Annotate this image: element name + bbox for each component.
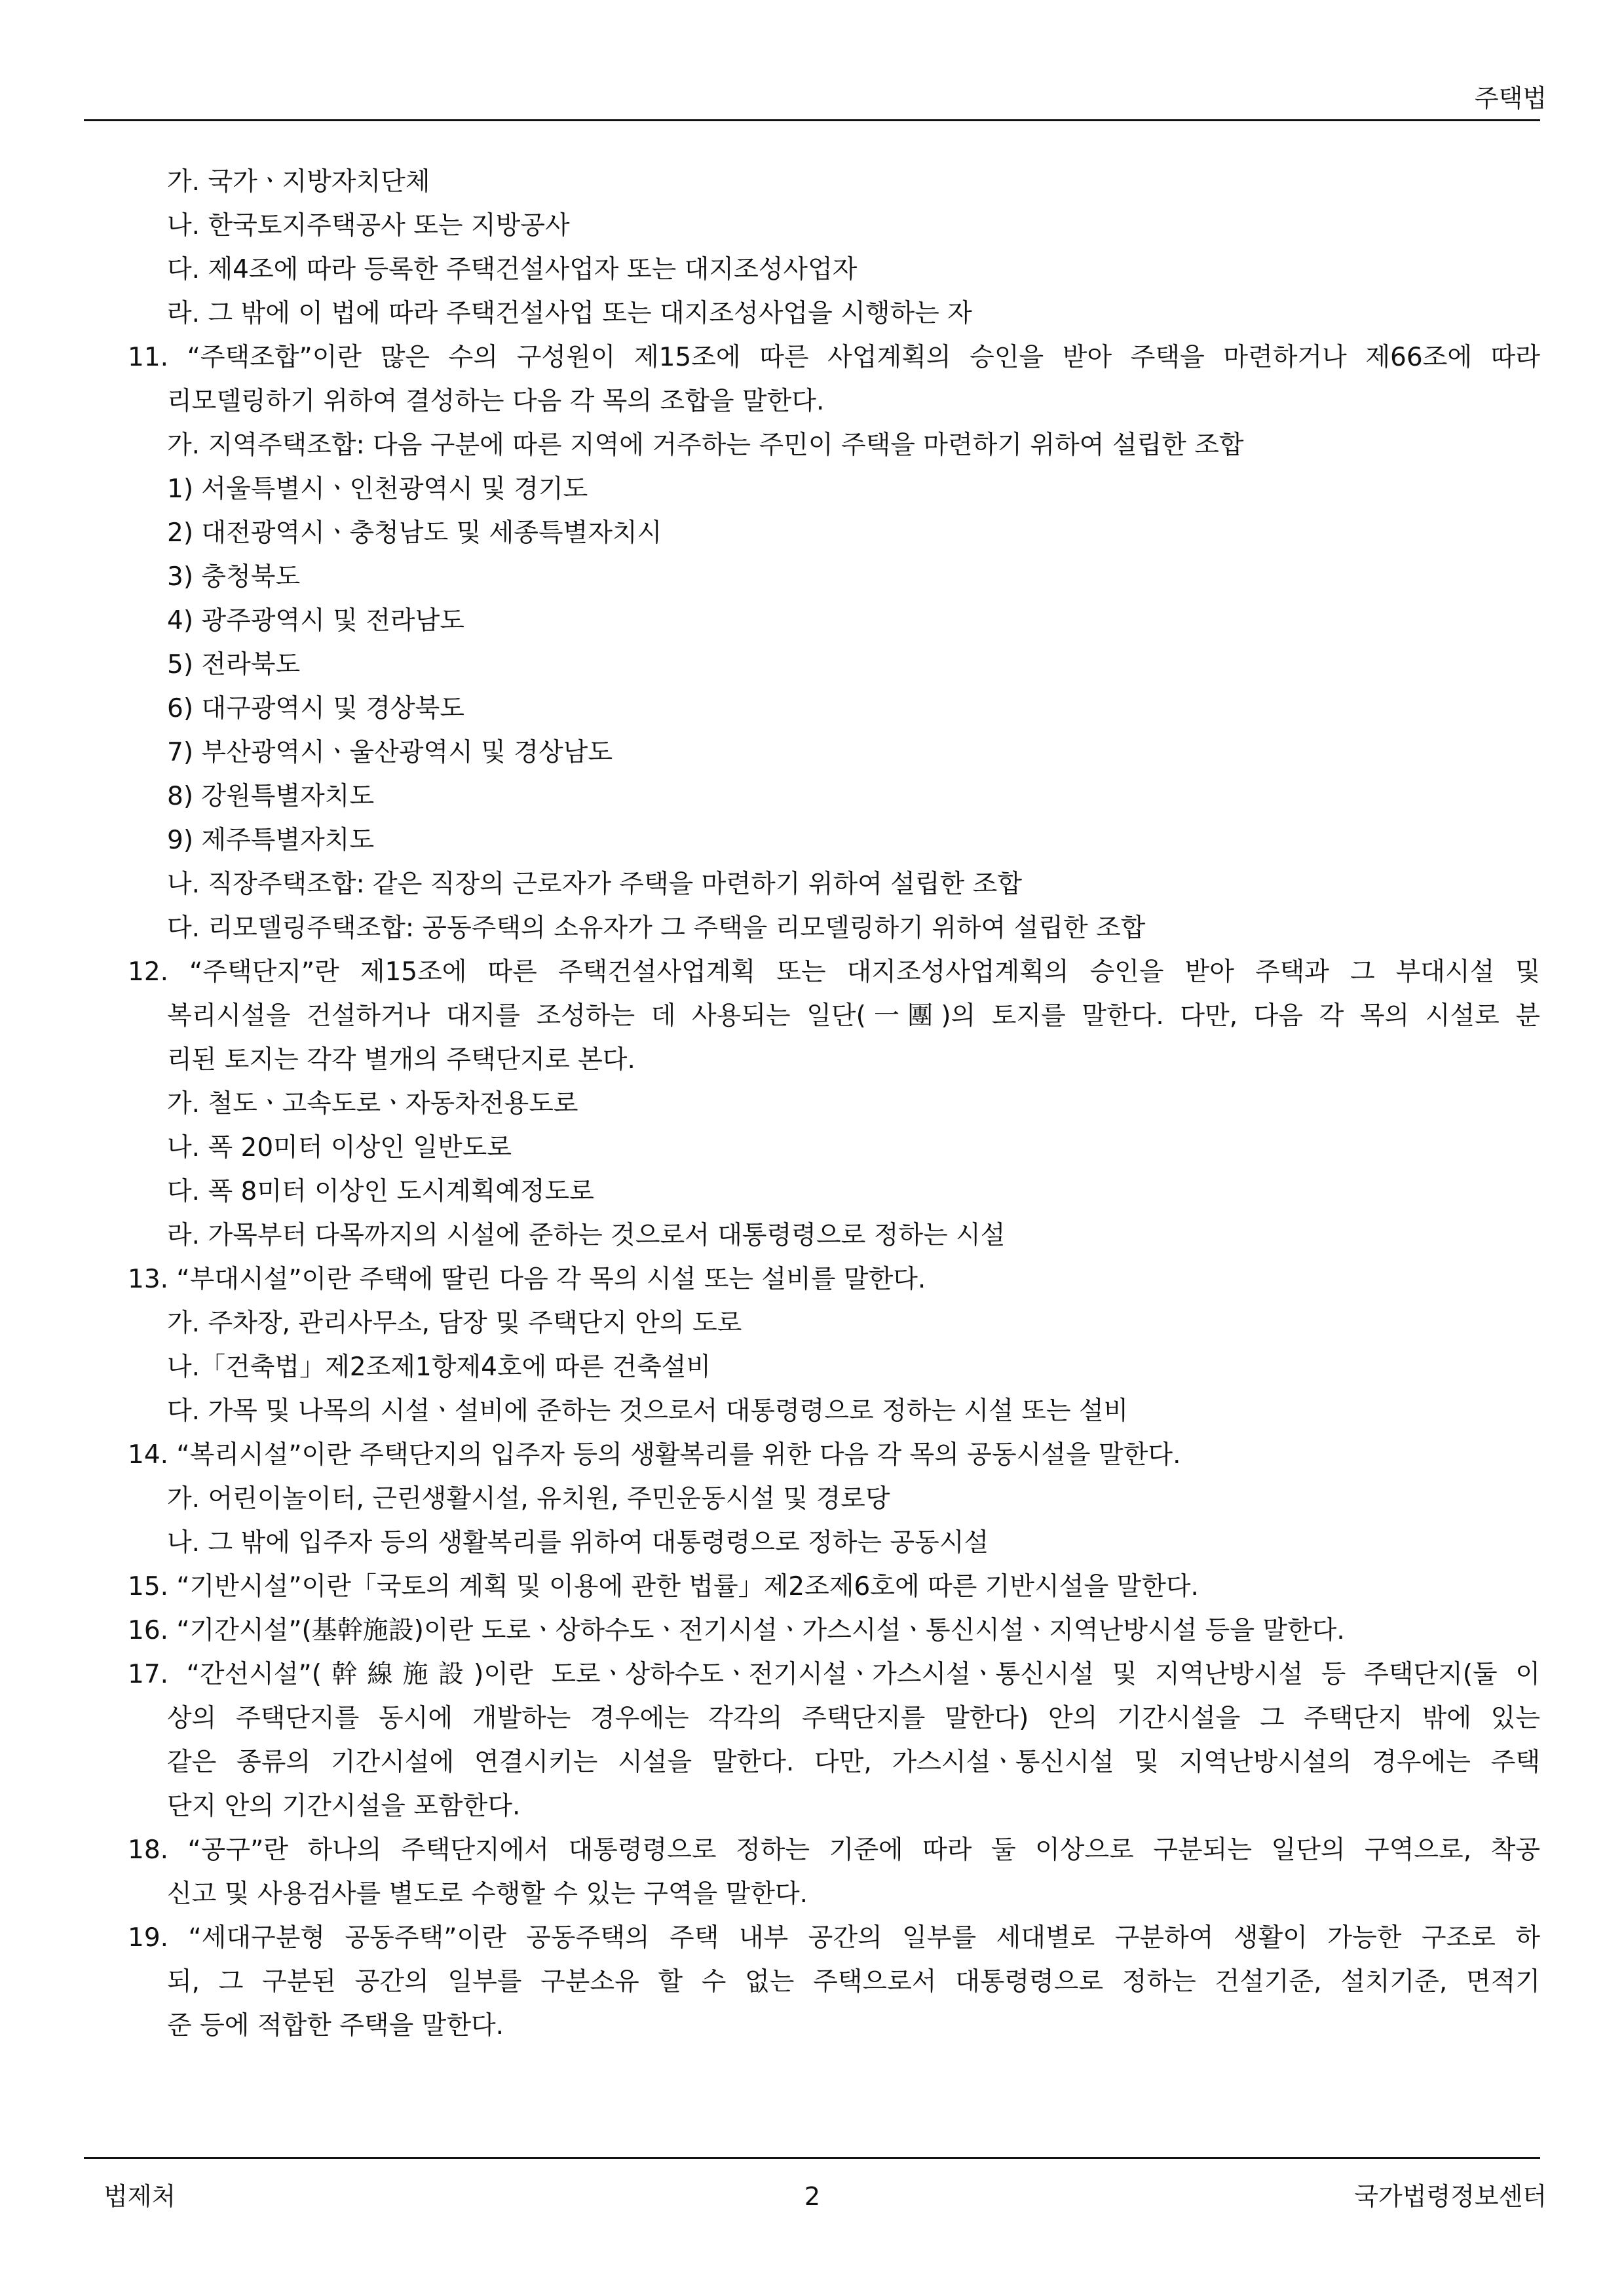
header-rule [84,119,1540,121]
text-line: 17. “간선시설”(幹線施設)이란 도로ㆍ상하수도ㆍ전기시설ㆍ가스시설ㆍ통신시설 및 지역난방시설 등 주택단지(둘 이 [128,1660,1540,1689]
text-line: 15. “기반시설”이란「국토의 계획 및 이용에 관한 법률」제2조제6호에 따른 기반시설을 말한다. [128,1572,1199,1601]
text-line: 18. “공구”란 하나의 주택단지에서 대통령령으로 정하는 기준에 따라 둘 이상으로 구분되는 일단의 구역으로, 착공 [128,1835,1540,1865]
text-line: 6) 대구광역시 및 경상북도 [167,694,464,723]
text-line: 1) 서울특별시ㆍ인천광역시 및 경기도 [167,474,588,504]
text-line: 다. 폭 8미터 이상인 도시계획예정도로 [167,1177,594,1206]
text-line: 5) 전라북도 [167,650,301,679]
text-line: 2) 대전광역시ㆍ충청남도 및 세종특별자치시 [167,518,662,548]
text-line: 13. “부대시설”이란 주택에 딸린 다음 각 목의 시설 또는 설비를 말한다. [128,1265,926,1294]
text-line: 다. 가목 및 나목의 시설ㆍ설비에 준하는 것으로서 대통령령으로 정하는 시설 또는 설비 [167,1396,1129,1426]
footer-source: 국가법령정보센터 [1354,2182,1547,2211]
text-line: 9) 제주특별자치도 [167,826,375,855]
text-line: 라. 그 밖에 이 법에 따라 주택건설사업 또는 대지조성사업을 시행하는 자 [167,299,972,328]
text-line: 리모델링하기 위하여 결성하는 다음 각 목의 조합을 말한다. [167,387,825,416]
text-line: 19. “세대구분형 공동주택”이란 공동주택의 주택 내부 공간의 일부를 세대별로 구분하여 생활이 가능한 구조로 하 [128,1923,1540,1953]
text-line: 라. 가목부터 다목까지의 시설에 준하는 것으로서 대통령령으로 정하는 시설 [167,1221,1006,1250]
text-line: 가. 지역주택조합: 다음 구분에 따른 지역에 거주하는 주민이 주택을 마련하기 위하여 설립한 조합 [167,430,1244,460]
text-line: 8) 강원특별자치도 [167,782,375,811]
text-line: 11. “주택조합”이란 많은 수의 구성원이 제15조에 따른 사업계획의 승인을 받아 주택을 마련하거나 제66조에 따라 [128,343,1540,372]
text-line: 리된 토지는 각각 별개의 주택단지로 본다. [167,1045,635,1075]
text-line: 12. “주택단지”란 제15조에 따른 주택건설사업계획 또는 대지조성사업계획의 승인을 받아 주택과 그 부대시설 및 [128,957,1540,987]
text-line: 가. 주차장, 관리사무소, 담장 및 주택단지 안의 도로 [167,1309,742,1338]
running-header-title: 주택법 [1474,84,1547,113]
text-line: 신고 및 사용검사를 별도로 수행할 수 있는 구역을 말한다. [167,1879,808,1909]
text-line: 나. 폭 20미터 이상인 일반도로 [167,1133,512,1162]
page-number: 2 [804,2182,821,2211]
text-line: 7) 부산광역시ㆍ울산광역시 및 경상남도 [167,738,613,767]
text-line: 되, 그 구분된 공간의 일부를 구분소유 할 수 없는 주택으로서 대통령령으로 정하는 건설기준, 설치기준, 면적기 [167,1967,1540,1997]
text-line: 나. 그 밖에 입주자 등의 생활복리를 위하여 대통령령으로 정하는 공동시설 [167,1528,989,1558]
text-line: 14. “복리시설”이란 주택단지의 입주자 등의 생활복리를 위한 다음 각 목의 공동시설을 말한다. [128,1440,1181,1470]
document-body [128,160,1540,2048]
text-line: 가. 어린이놀이터, 근린생활시설, 유치원, 주민운동시설 및 경로당 [167,1484,890,1514]
text-line: 3) 충청북도 [167,562,301,592]
text-line: 나. 직장주택조합: 같은 직장의 근로자가 주택을 마련하기 위하여 설립한 조합 [167,870,1023,899]
text-line: 같은 종류의 기간시설에 연결시키는 시설을 말한다. 다만, 가스시설ㆍ통신시설 및 지역난방시설의 경우에는 주택 [167,1748,1540,1777]
text-line: 준 등에 적합한 주택을 말한다. [167,2011,504,2040]
footer-publisher: 법제처 [104,2182,176,2211]
text-line: 다. 제4조에 따라 등록한 주택건설사업자 또는 대지조성사업자 [167,255,858,284]
text-line: 가. 철도ㆍ고속도로ㆍ자동차전용도로 [167,1089,578,1119]
text-line: 4) 광주광역시 및 전라남도 [167,606,464,636]
text-line: 가. 국가ㆍ지방자치단체 [167,167,430,197]
text-line: 단지 안의 기간시설을 포함한다. [167,1791,521,1821]
footer-rule [84,2157,1540,2159]
text-line: 복리시설을 건설하거나 대지를 조성하는 데 사용되는 일단(一團)의 토지를 말한다. 다만, 다음 각 목의 시설로 분 [167,1001,1540,1031]
text-line: 나.「건축법」제2조제1항제4호에 따른 건축설비 [167,1352,711,1382]
text-line: 다. 리모델링주택조합: 공동주택의 소유자가 그 주택을 리모델링하기 위하여 설립한 조합 [167,913,1146,943]
text-line: 상의 주택단지를 동시에 개발하는 경우에는 각각의 주택단지를 말한다) 안의 기간시설을 그 주택단지 밖에 있는 [167,1704,1540,1733]
text-line: 16. “기간시설”(基幹施設)이란 도로ㆍ상하수도ㆍ전기시설ㆍ가스시설ㆍ통신시설ㆍ지역난방시설 등을 말한다. [128,1616,1345,1645]
text-line: 나. 한국토지주택공사 또는 지방공사 [167,211,570,240]
